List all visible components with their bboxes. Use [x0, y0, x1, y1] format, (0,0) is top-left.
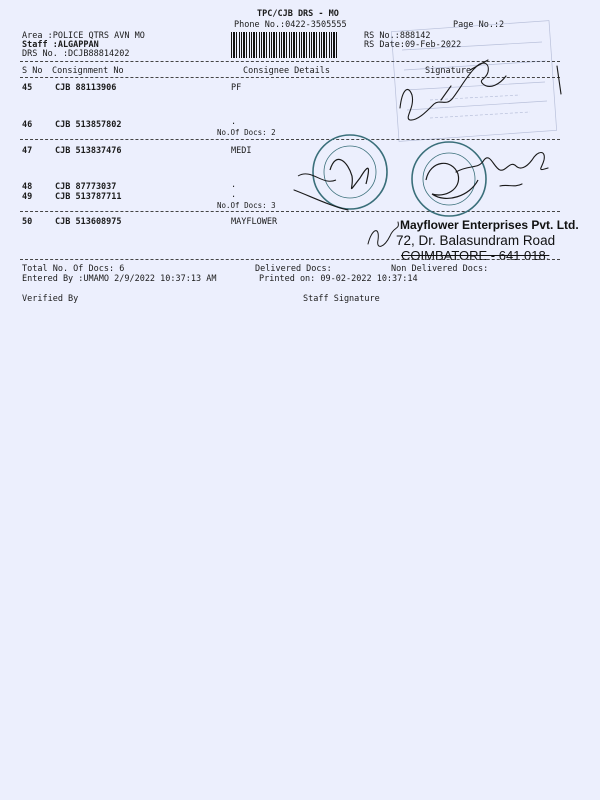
printed-on: Printed on: 09-02-2022 10:37:14: [259, 274, 418, 284]
staff-label: Staff :ALGAPPAN: [22, 40, 99, 50]
column-header-consignment: Consignment No: [52, 66, 124, 76]
row-consignment: CJB 513837476: [55, 146, 122, 156]
phone-number: Phone No.:0422-3505555: [234, 20, 347, 30]
verified-by: Verified By: [22, 294, 79, 304]
stamp-address: 72, Dr. Balasundram Road: [396, 233, 556, 248]
row-docs-count: No.Of Docs: 2: [217, 128, 276, 137]
row-consignment: CJB 87773037: [55, 182, 117, 192]
column-header-sno: S No: [22, 66, 43, 76]
entered-by: Entered By :UMAMO 2/9/2022 10:37:13 AM: [22, 274, 217, 284]
company-seal: [412, 142, 486, 216]
row-sno: 46: [22, 120, 33, 130]
divider: [20, 211, 560, 212]
non-delivered-docs: Non Delivered Docs:: [391, 264, 489, 274]
row-consignee: MAYFLOWER: [231, 217, 278, 227]
row-sno: 50: [22, 217, 33, 227]
report-title: TPC/CJB DRS - MO: [257, 9, 339, 19]
staff-signature: Staff Signature: [303, 294, 380, 304]
row-sno: 47: [22, 146, 33, 156]
drs-number: DRS No. :DCJB88814202: [22, 49, 130, 59]
divider: [20, 61, 560, 62]
row-consignee: MEDI: [231, 146, 252, 156]
row-consignment: CJB 513787711: [55, 192, 122, 202]
stamp-city: COIMBATORE - 641 018.: [401, 248, 550, 263]
total-docs: Total No. Of Docs: 6: [22, 264, 125, 274]
row-sno: 45: [22, 83, 33, 93]
row-consignee: PF: [231, 83, 242, 93]
row-consignee: .: [231, 190, 237, 200]
medi-assist-seal: [298, 135, 387, 209]
column-header-signature: Signature: [425, 66, 472, 76]
row-docs-count: No.Of Docs: 3: [217, 201, 276, 210]
stamp-company: Mayflower Enterprises Pvt. Ltd.: [400, 218, 579, 232]
row-consignee: .: [231, 180, 237, 190]
area-label: Area :POLICE QTRS AVN MO: [22, 31, 145, 41]
delivered-docs: Delivered Docs:: [255, 264, 332, 274]
row-sno: 49: [22, 192, 33, 202]
divider: [20, 259, 560, 260]
row-sno: 48: [22, 182, 33, 192]
divider: [20, 77, 560, 78]
row-consignment: CJB 88113906: [55, 83, 117, 93]
page-number: Page No.:2: [453, 20, 505, 30]
rs-date: RS Date:09-Feb-2022: [364, 40, 462, 50]
row-consignment: CJB 513608975: [55, 217, 122, 227]
row-consignee: .: [231, 117, 237, 127]
stamp-signature: [368, 222, 398, 246]
signature-right: [294, 153, 548, 211]
column-header-consignee: Consignee Details: [243, 66, 330, 76]
row-consignment: CJB 513857802: [55, 120, 122, 130]
divider: [20, 139, 560, 140]
rs-number: RS No.:888142: [364, 31, 431, 41]
barcode: [231, 32, 339, 58]
